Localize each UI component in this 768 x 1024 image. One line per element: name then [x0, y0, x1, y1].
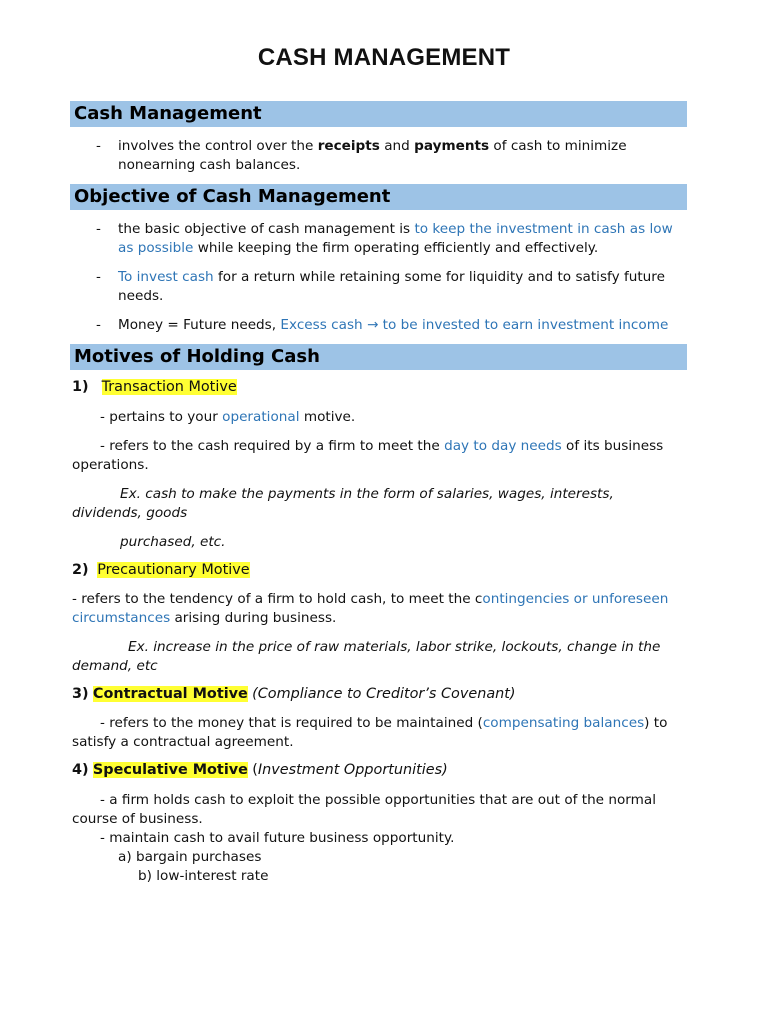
bullet-dash: -: [96, 269, 101, 285]
motive-1-example: Ex. cash to make the payments in the form of salaries, wages, interests,: [120, 486, 614, 502]
text-run: while keeping the firm operating efficiently and effectively.: [193, 240, 599, 256]
motive-2-line-1: [72, 590, 668, 609]
motive-2-heading: [72, 561, 250, 580]
motive-name: Contractual Motive: [92, 686, 248, 702]
motive-3-line-1: [100, 714, 667, 733]
motive-2-example: Ex. increase in the price of raw materials, labor strike, lockouts, change in the: [128, 639, 661, 655]
text-run: - refers to the tendency of a firm to hold cash, to meet the c: [72, 591, 483, 607]
bullet-dash: -: [96, 317, 101, 333]
motive-1-heading: [72, 378, 237, 397]
motive-3-line-2: satisfy a contractual agreement.: [72, 734, 294, 750]
text-run: of its business: [561, 438, 664, 454]
text-run: - pertains to your: [100, 409, 223, 425]
motive-number: 1): [72, 379, 89, 395]
motive-1-line-1: [100, 408, 355, 427]
motive-note: (Compliance to Creditor’s Covenant): [252, 686, 516, 702]
motive-4-line-1: - a firm holds cash to exploit the possible opportunities that are out of the normal: [100, 792, 657, 808]
bold-term-receipts: receipts: [317, 138, 380, 154]
highlighted-phrase: ontingencies or unforeseen: [482, 591, 669, 607]
motive-name: Speculative Motive: [92, 762, 248, 778]
section-heading-motives: Motives of Holding Cash: [70, 344, 687, 370]
motive-2-line-2: [72, 609, 336, 628]
document-title: CASH MANAGEMENT: [257, 44, 511, 71]
section-heading-objective: Objective of Cash Management: [70, 184, 687, 210]
text-run: Money = Future needs,: [118, 317, 281, 333]
highlighted-phrase: To invest cash: [118, 269, 214, 285]
text-run: for a return while retaining some for liquidity and to satisfy future needs.: [118, 269, 665, 304]
text-run: arising during business.: [170, 610, 337, 626]
motive-1-example-cont: dividends, goods: [72, 505, 188, 521]
motive-2-example-cont: demand, etc: [72, 658, 158, 674]
bullet-dash: -: [96, 221, 101, 237]
highlighted-phrase: operational: [222, 409, 300, 425]
definition-paragraph: [118, 137, 683, 175]
motive-number: 4): [72, 762, 89, 778]
text-run: - refers to the cash required by a firm to meet the: [100, 438, 445, 454]
motive-1-example-cont: purchased, etc.: [120, 534, 226, 550]
text-run: and: [379, 138, 415, 154]
motive-note: Investment Opportunities): [257, 762, 448, 778]
text-run: motive.: [299, 409, 356, 425]
highlighted-phrase: circumstances: [72, 610, 171, 626]
text-run: - refers to the money that is required to be maintained (: [100, 715, 483, 731]
arrow-right-icon: →: [366, 317, 379, 333]
text-run: ) to: [644, 715, 668, 731]
motive-number: 2): [72, 562, 89, 578]
text-run: involves the control over the: [118, 138, 318, 154]
motive-4-line-1-cont: course of business.: [72, 811, 203, 827]
bold-term-payments: payments: [414, 138, 490, 154]
motive-name: Precautionary Motive: [97, 562, 250, 578]
text-run: of cash to minimize nonearning cash balances.: [118, 138, 627, 173]
highlighted-phrase: compensating balances: [482, 715, 645, 731]
motive-1-line-2: [100, 437, 663, 456]
motive-4-sub-item-b: b) low-interest rate: [138, 868, 269, 884]
motive-name: Transaction Motive: [101, 379, 237, 395]
highlighted-phrase: Excess cash: [280, 317, 367, 333]
section-heading-cash-management: Cash Management: [70, 101, 687, 127]
motive-4-heading: [72, 761, 448, 780]
text-run: the basic objective of cash management is: [118, 221, 415, 237]
motive-4-sub-item-a: a) bargain purchases: [118, 849, 262, 865]
motive-1-line-2-cont: operations.: [72, 457, 149, 473]
objective-bullet-3: [118, 316, 683, 335]
highlighted-phrase: day to day needs: [444, 438, 562, 454]
motive-4-line-2: - maintain cash to avail future business opportunity.: [100, 830, 455, 846]
motive-3-heading: [72, 685, 516, 704]
highlighted-phrase: to be invested to earn investment income: [378, 317, 669, 333]
highlighted-phrase: to keep the investment in cash as low as possible: [118, 221, 673, 256]
objective-bullet-1: [118, 220, 683, 258]
motive-note-paren: (: [252, 762, 258, 778]
bullet-dash: -: [96, 138, 101, 154]
motive-number: 3): [72, 686, 89, 702]
objective-bullet-2: [118, 268, 683, 306]
